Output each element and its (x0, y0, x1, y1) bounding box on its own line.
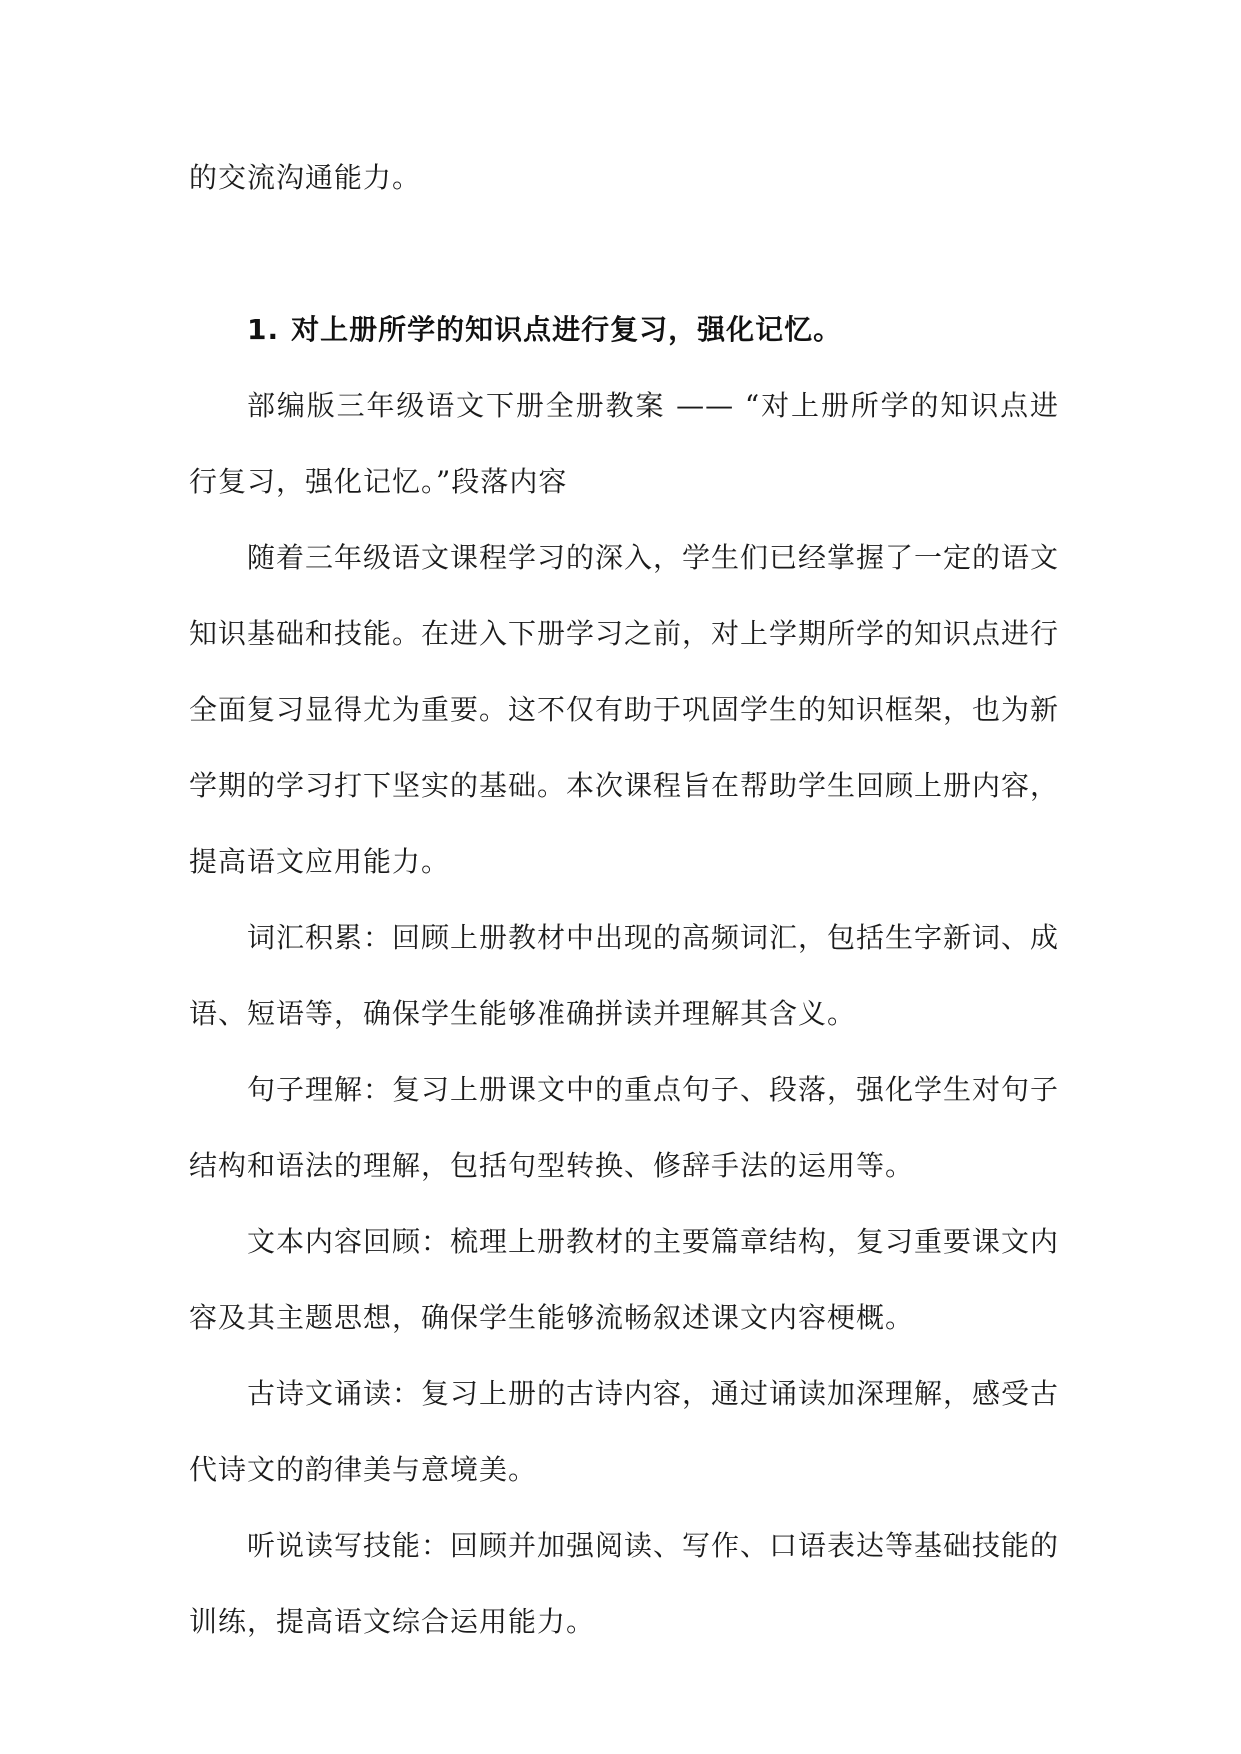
section-heading (189, 216, 1059, 368)
intro-continuation: 的交流沟通能力。 (189, 161, 422, 194)
paragraph-vocabulary: 词汇积累：回顾上册教材中出现的高频词汇，包括生字新词、成语、短语等，确保学生能够准确拼读并理解其含义。 (189, 921, 1060, 1030)
paragraph-overview: 随着三年级语文课程学习的深入，学生们已经掌握了一定的语文知识基础和技能。在进入下册学习之前，对上学期所学的知识点进行全面复习显得尤为重要。这不仅有助于巩固学生的知识框架，也为新学期的学习打下坚实的基础。本次课程旨在帮助学生回顾上册内容，提高语文应用能力。 (189, 541, 1060, 878)
document-body (189, 140, 1059, 1660)
paragraph-sentences: 句子理解：复习上册课文中的重点句子、段落，强化学生对句子结构和语法的理解，包括句型转换、修辞手法的运用等。 (189, 1073, 1060, 1182)
paragraph-text-review: 文本内容回顾：梳理上册教材的主要篇章结构，复习重要课文内容及其主题思想，确保学生能够流畅叙述课文内容梗概。 (189, 1225, 1060, 1334)
paragraph-ancient-poetry: 古诗文诵读：复习上册的古诗内容，通过诵读加深理解，感受古代诗文的韵律美与意境美。 (189, 1377, 1060, 1486)
paragraph-title-line: 部编版三年级语文下册全册教案 —— “对上册所学的知识点进行复习，强化记忆。”段落内容 (189, 389, 1059, 498)
paragraph-skills: 听说读写技能：回顾并加强阅读、写作、口语表达等基础技能的训练，提高语文综合运用能力。 (189, 1529, 1060, 1638)
section-number: 1. (247, 313, 280, 346)
section-title: 对上册所学的知识点进行复习，强化记忆。 (291, 313, 843, 346)
